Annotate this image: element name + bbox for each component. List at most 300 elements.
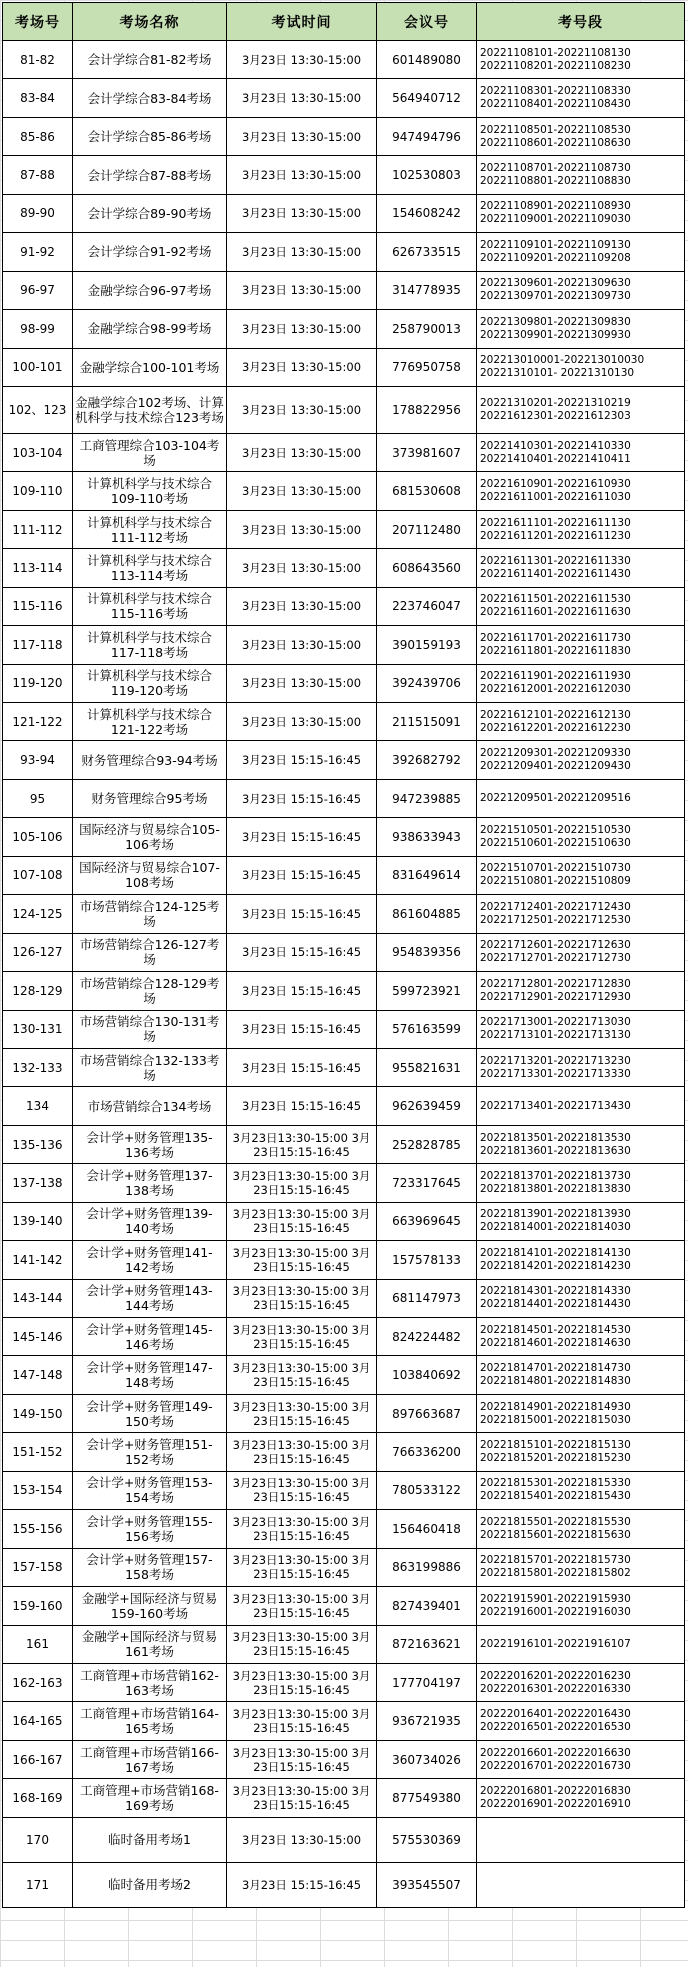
table-row	[3, 1625, 685, 1663]
exam-number-range-line: 20221611701-20221611730	[480, 631, 631, 644]
exam-number-range-line: 20221713201-20221713230	[480, 1054, 631, 1067]
room-number-cell: 89-90	[3, 194, 73, 232]
exam-number-range-line: 20221813801-20221813830	[480, 1182, 631, 1195]
room-name-cell: 会计学+财务管理135-136考场	[73, 1125, 227, 1163]
exam-time-cell: 3月23日 13:30-15:00	[227, 271, 377, 309]
exam-time-cell: 3月23日 15:15-16:45	[227, 818, 377, 856]
exam-number-range-line: 20221712601-20221712630	[480, 939, 631, 952]
exam-number-range-cell	[477, 1164, 685, 1202]
exam-number-range-line: 20221713301-20221713330	[480, 1067, 631, 1080]
room-number-cell: 147-148	[3, 1356, 73, 1394]
meeting-id-cell: 601489080	[377, 41, 477, 79]
table-row	[3, 703, 685, 741]
room-name-cell: 国际经济与贸易综合105-106考场	[73, 818, 227, 856]
exam-number-range-line: 20221814401-20221814430	[480, 1298, 631, 1311]
exam-number-range-cell	[477, 933, 685, 971]
exam-number-range-line: 20221813901-20221813930	[480, 1208, 631, 1221]
exam-room-table	[2, 2, 685, 1908]
meeting-id-cell: 861604885	[377, 895, 477, 933]
table-row	[3, 433, 685, 471]
exam-number-range-line: 20221209401-20221209430	[480, 760, 631, 773]
exam-number-range-line: 20221209301-20221209330	[480, 747, 631, 760]
exam-time-cell: 3月23日 15:15-16:45	[227, 1087, 377, 1125]
meeting-id-cell: 776950758	[377, 348, 477, 386]
room-number-cell: 168-169	[3, 1779, 73, 1817]
room-name-cell: 会计学+财务管理141-142考场	[73, 1241, 227, 1279]
exam-number-range-line: 20221612001-20221612030	[480, 683, 631, 696]
room-number-cell: 105-106	[3, 818, 73, 856]
exam-number-range-line: 20221310201-20221310219	[480, 396, 631, 409]
exam-number-range-cell	[477, 41, 685, 79]
room-number-cell: 117-118	[3, 626, 73, 664]
table-row	[3, 741, 685, 779]
exam-number-range-cell	[477, 386, 685, 433]
exam-number-range-line: 20221612101-20221612130	[480, 708, 631, 721]
exam-time-cell: 3月23日 15:15-16:45	[227, 741, 377, 779]
exam-time-cell: 3月23日 15:15-16:45	[227, 895, 377, 933]
meeting-id-cell: 863199886	[377, 1548, 477, 1586]
room-name-cell: 金融学综合102考场、计算机科学与技术综合123考场	[73, 386, 227, 433]
room-number-cell: 91-92	[3, 233, 73, 271]
room-number-cell: 119-120	[3, 664, 73, 702]
exam-number-range-line: 20222016301-20222016330	[480, 1682, 631, 1695]
meeting-id-cell: 824224482	[377, 1318, 477, 1356]
room-name-cell: 会计学+财务管理157-158考场	[73, 1548, 227, 1586]
exam-number-range-line: 20221712801-20221712830	[480, 977, 631, 990]
exam-number-range-line: 20221814601-20221814630	[480, 1336, 631, 1349]
exam-number-range-line: 20221611001-20221611030	[480, 491, 631, 504]
exam-number-range-line: 20221814501-20221814530	[480, 1323, 631, 1336]
exam-time-cell: 3月23日 13:30-15:00	[227, 587, 377, 625]
exam-time-cell: 3月23日 13:30-15:00	[227, 348, 377, 386]
meeting-id-cell: 564940712	[377, 79, 477, 117]
meeting-id-cell: 663969645	[377, 1202, 477, 1240]
table-row	[3, 510, 685, 548]
meeting-id-cell: 897663687	[377, 1394, 477, 1432]
room-name-cell: 金融学+国际经济与贸易159-160考场	[73, 1587, 227, 1625]
table-row	[3, 1164, 685, 1202]
exam-time-cell: 3月23日 13:30-15:00	[227, 79, 377, 117]
room-name-cell: 工商管理+市场营销162-163考场	[73, 1663, 227, 1701]
room-name-cell: 会计学综合81-82考场	[73, 41, 227, 79]
exam-number-range-cell	[477, 1318, 685, 1356]
exam-number-range-line: 20221108601-20221108630	[480, 136, 631, 149]
room-name-cell: 会计学+财务管理145-146考场	[73, 1318, 227, 1356]
meeting-id-cell: 211515091	[377, 703, 477, 741]
room-number-cell: 111-112	[3, 510, 73, 548]
exam-time-cell: 3月23日 15:15-16:45	[227, 1862, 377, 1907]
table-row	[3, 818, 685, 856]
exam-number-range-line: 20221510601-20221510630	[480, 837, 631, 850]
exam-number-range-cell	[477, 972, 685, 1010]
room-name-cell: 金融学+国际经济与贸易161考场	[73, 1625, 227, 1663]
exam-number-range-cell	[477, 1202, 685, 1240]
exam-number-range-cell	[477, 856, 685, 894]
exam-number-range-cell	[477, 779, 685, 817]
exam-number-range-line: 20222016401-20222016430	[480, 1708, 631, 1721]
exam-number-range-cell	[477, 895, 685, 933]
room-number-cell: 113-114	[3, 549, 73, 587]
meeting-id-cell: 938633943	[377, 818, 477, 856]
exam-number-range-line: 20222016501-20222016530	[480, 1721, 631, 1734]
exam-number-range-cell	[477, 1779, 685, 1817]
room-number-cell: 81-82	[3, 41, 73, 79]
exam-time-cell: 3月23日 13:30-15:00	[227, 1817, 377, 1862]
exam-time-cell: 3月23日 13:30-15:00	[227, 549, 377, 587]
exam-number-range-line: 20221310101- 20221310130	[480, 367, 635, 380]
exam-number-range-line: 20221712501-20221712530	[480, 913, 631, 926]
exam-number-range-line: 20221611201-20221611230	[480, 529, 631, 542]
exam-number-range-cell	[477, 156, 685, 194]
exam-number-range-line: 20221108901-20221108930	[480, 200, 631, 213]
room-number-cell: 139-140	[3, 1202, 73, 1240]
exam-time-cell: 3月23日 13:30-15:00	[227, 433, 377, 471]
table-row	[3, 1702, 685, 1740]
room-number-cell: 109-110	[3, 472, 73, 510]
table-row	[3, 156, 685, 194]
exam-time-cell: 3月23日 13:30-15:00	[227, 117, 377, 155]
exam-number-range-line: 20221309901-20221309930	[480, 328, 631, 341]
room-number-cell: 98-99	[3, 310, 73, 348]
table-row	[3, 1125, 685, 1163]
table-row	[3, 895, 685, 933]
exam-number-range-line: 20221813501-20221813530	[480, 1131, 631, 1144]
table-row	[3, 1241, 685, 1279]
room-name-cell: 会计学综合87-88考场	[73, 156, 227, 194]
exam-time-cell: 3月23日 13:30-15:00	[227, 41, 377, 79]
room-name-cell: 计算机科学与技术综合119-120考场	[73, 664, 227, 702]
exam-number-range-line: 20221612201-20221612230	[480, 721, 631, 734]
table-row	[3, 1356, 685, 1394]
meeting-id-cell: 575530369	[377, 1817, 477, 1862]
exam-time-cell: 3月23日13:30-15:00 3月23日15:15-16:45	[227, 1510, 377, 1548]
meeting-id-cell: 392439706	[377, 664, 477, 702]
exam-number-range-line: 20221309601-20221309630	[480, 277, 631, 290]
header-room-name: 考场名称	[73, 3, 227, 41]
exam-number-range-line: 20222016201-20222016230	[480, 1669, 631, 1682]
exam-time-cell: 3月23日 13:30-15:00	[227, 472, 377, 510]
table-row	[3, 1862, 685, 1907]
exam-time-cell: 3月23日13:30-15:00 3月23日15:15-16:45	[227, 1279, 377, 1317]
exam-time-cell: 3月23日13:30-15:00 3月23日15:15-16:45	[227, 1625, 377, 1663]
exam-number-range-cell	[477, 117, 685, 155]
room-name-cell: 市场营销综合124-125考场	[73, 895, 227, 933]
exam-number-range-cell	[477, 1241, 685, 1279]
room-number-cell: 162-163	[3, 1663, 73, 1701]
exam-number-range-line: 20221713001-20221713030	[480, 1016, 631, 1029]
exam-number-range-line: 202213010001-202213010030	[480, 354, 645, 367]
exam-number-range-line: 20221209501-20221209516	[480, 792, 631, 805]
exam-number-range-cell	[477, 194, 685, 232]
room-number-cell: 128-129	[3, 972, 73, 1010]
exam-number-range-cell	[477, 1740, 685, 1778]
meeting-id-cell: 947494796	[377, 117, 477, 155]
exam-number-range-line: 20222016601-20222016630	[480, 1746, 631, 1759]
exam-time-cell: 3月23日 15:15-16:45	[227, 779, 377, 817]
room-name-cell: 市场营销综合128-129考场	[73, 972, 227, 1010]
meeting-id-cell: 154608242	[377, 194, 477, 232]
room-name-cell: 金融学综合98-99考场	[73, 310, 227, 348]
room-name-cell: 市场营销综合132-133考场	[73, 1048, 227, 1086]
exam-number-range-line: 20221815801-20221815802	[480, 1567, 631, 1580]
meeting-id-cell: 373981607	[377, 433, 477, 471]
exam-number-range-cell	[477, 626, 685, 664]
exam-number-range-cell	[477, 348, 685, 386]
exam-number-range-cell	[477, 1356, 685, 1394]
table-row	[3, 1010, 685, 1048]
room-number-cell: 130-131	[3, 1010, 73, 1048]
exam-number-range-line: 20221108501-20221108530	[480, 123, 631, 136]
room-name-cell: 计算机科学与技术综合111-112考场	[73, 510, 227, 548]
room-name-cell: 市场营销综合126-127考场	[73, 933, 227, 971]
room-name-cell: 财务管理综合95考场	[73, 779, 227, 817]
exam-number-range-line: 20221309701-20221309730	[480, 290, 631, 303]
table-body	[3, 41, 685, 1908]
room-number-cell: 121-122	[3, 703, 73, 741]
meeting-id-cell: 223746047	[377, 587, 477, 625]
exam-number-range-cell	[477, 1433, 685, 1471]
room-name-cell: 工商管理综合103-104考场	[73, 433, 227, 471]
exam-number-range-line: 20221712701-20221712730	[480, 952, 631, 965]
room-number-cell: 124-125	[3, 895, 73, 933]
exam-time-cell: 3月23日 13:30-15:00	[227, 386, 377, 433]
room-name-cell: 会计学+财务管理155-156考场	[73, 1510, 227, 1548]
table-row	[3, 310, 685, 348]
exam-number-range-line: 20221611801-20221611830	[480, 644, 631, 657]
room-name-cell: 市场营销综合134考场	[73, 1087, 227, 1125]
table-row	[3, 1471, 685, 1509]
room-number-cell: 93-94	[3, 741, 73, 779]
exam-number-range-line: 20221611901-20221611930	[480, 670, 631, 683]
exam-number-range-line: 20222016901-20222016910	[480, 1797, 631, 1810]
room-number-cell: 100-101	[3, 348, 73, 386]
room-name-cell: 国际经济与贸易综合107-108考场	[73, 856, 227, 894]
exam-number-range-cell	[477, 818, 685, 856]
meeting-id-cell: 955821631	[377, 1048, 477, 1086]
room-name-cell: 会计学+财务管理143-144考场	[73, 1279, 227, 1317]
exam-number-range-cell	[477, 587, 685, 625]
table-row	[3, 1394, 685, 1432]
room-name-cell: 会计学+财务管理139-140考场	[73, 1202, 227, 1240]
exam-time-cell: 3月23日13:30-15:00 3月23日15:15-16:45	[227, 1587, 377, 1625]
exam-number-range-line: 20221109201-20221109208	[480, 251, 631, 264]
table-row	[3, 1548, 685, 1586]
exam-number-range-line: 20221612301-20221612303	[480, 409, 631, 422]
meeting-id-cell: 766336200	[377, 1433, 477, 1471]
exam-number-range-cell	[477, 1548, 685, 1586]
table-row	[3, 1740, 685, 1778]
exam-time-cell: 3月23日 13:30-15:00	[227, 156, 377, 194]
table-row	[3, 79, 685, 117]
exam-time-cell: 3月23日13:30-15:00 3月23日15:15-16:45	[227, 1740, 377, 1778]
table-row	[3, 271, 685, 309]
exam-time-cell: 3月23日 13:30-15:00	[227, 233, 377, 271]
exam-number-range-line: 20221713101-20221713130	[480, 1029, 631, 1042]
exam-time-cell: 3月23日13:30-15:00 3月23日15:15-16:45	[227, 1548, 377, 1586]
table-row	[3, 549, 685, 587]
room-number-cell: 155-156	[3, 1510, 73, 1548]
exam-number-range-line: 20221815201-20221815230	[480, 1452, 631, 1465]
room-number-cell: 95	[3, 779, 73, 817]
exam-number-range-cell	[477, 510, 685, 548]
table-row	[3, 386, 685, 433]
meeting-id-cell: 962639459	[377, 1087, 477, 1125]
exam-number-range-line: 20221814701-20221814730	[480, 1362, 631, 1375]
exam-number-range-line: 20221815301-20221815330	[480, 1477, 631, 1490]
room-number-cell: 126-127	[3, 933, 73, 971]
exam-number-range-cell	[477, 549, 685, 587]
table-row	[3, 117, 685, 155]
room-name-cell: 会计学+财务管理149-150考场	[73, 1394, 227, 1432]
room-name-cell: 会计学综合89-90考场	[73, 194, 227, 232]
room-name-cell: 会计学综合85-86考场	[73, 117, 227, 155]
exam-time-cell: 3月23日 15:15-16:45	[227, 856, 377, 894]
table-row	[3, 1318, 685, 1356]
exam-number-range-line: 20221814801-20221814830	[480, 1375, 631, 1388]
exam-number-range-cell	[477, 1817, 685, 1862]
exam-number-range-cell	[477, 433, 685, 471]
table-row	[3, 472, 685, 510]
meeting-id-cell: 252828785	[377, 1125, 477, 1163]
exam-number-range-line: 20221815401-20221815430	[480, 1490, 631, 1503]
exam-number-range-cell	[477, 1471, 685, 1509]
header-row	[3, 3, 685, 41]
header-exam-number-range: 考号段	[477, 3, 685, 41]
exam-number-range-cell	[477, 1587, 685, 1625]
room-name-cell: 市场营销综合130-131考场	[73, 1010, 227, 1048]
exam-number-range-line: 20221410401-20221410411	[480, 452, 631, 465]
exam-number-range-cell	[477, 1862, 685, 1907]
room-number-cell: 107-108	[3, 856, 73, 894]
room-name-cell: 会计学+财务管理153-154考场	[73, 1471, 227, 1509]
room-name-cell: 会计学+财务管理137-138考场	[73, 1164, 227, 1202]
exam-time-cell: 3月23日13:30-15:00 3月23日15:15-16:45	[227, 1433, 377, 1471]
exam-number-range-cell	[477, 233, 685, 271]
meeting-id-cell: 156460418	[377, 1510, 477, 1548]
exam-time-cell: 3月23日 15:15-16:45	[227, 933, 377, 971]
exam-time-cell: 3月23日 13:30-15:00	[227, 310, 377, 348]
room-name-cell: 金融学综合100-101考场	[73, 348, 227, 386]
exam-number-range-cell	[477, 1010, 685, 1048]
exam-time-cell: 3月23日13:30-15:00 3月23日15:15-16:45	[227, 1356, 377, 1394]
exam-number-range-line: 20221410301-20221410330	[480, 439, 631, 452]
table-row	[3, 233, 685, 271]
exam-number-range-line: 20221108401-20221108430	[480, 98, 631, 111]
exam-number-range-cell	[477, 1663, 685, 1701]
exam-number-range-cell	[477, 1048, 685, 1086]
room-number-cell: 157-158	[3, 1548, 73, 1586]
exam-time-cell: 3月23日13:30-15:00 3月23日15:15-16:45	[227, 1779, 377, 1817]
exam-number-range-line: 20221309801-20221309830	[480, 315, 631, 328]
room-name-cell: 临时备用考场2	[73, 1862, 227, 1907]
room-name-cell: 计算机科学与技术综合117-118考场	[73, 626, 227, 664]
room-number-cell: 141-142	[3, 1241, 73, 1279]
table-row	[3, 587, 685, 625]
room-name-cell: 计算机科学与技术综合121-122考场	[73, 703, 227, 741]
meeting-id-cell: 681530608	[377, 472, 477, 510]
meeting-id-cell: 258790013	[377, 310, 477, 348]
table-row	[3, 1433, 685, 1471]
meeting-id-cell: 872163621	[377, 1625, 477, 1663]
exam-time-cell: 3月23日13:30-15:00 3月23日15:15-16:45	[227, 1318, 377, 1356]
exam-number-range-line: 20221611101-20221611130	[480, 516, 631, 529]
room-number-cell: 166-167	[3, 1740, 73, 1778]
room-number-cell: 103-104	[3, 433, 73, 471]
table-row	[3, 1779, 685, 1817]
exam-number-range-line: 20221610901-20221610930	[480, 478, 631, 491]
exam-time-cell: 3月23日13:30-15:00 3月23日15:15-16:45	[227, 1125, 377, 1163]
exam-number-range-line: 20221510501-20221510530	[480, 824, 631, 837]
exam-time-cell: 3月23日 13:30-15:00	[227, 510, 377, 548]
meeting-id-cell: 780533122	[377, 1471, 477, 1509]
table-row	[3, 41, 685, 79]
table-row	[3, 664, 685, 702]
exam-time-cell: 3月23日 13:30-15:00	[227, 194, 377, 232]
exam-number-range-cell	[477, 1087, 685, 1125]
exam-time-cell: 3月23日 13:30-15:00	[227, 626, 377, 664]
room-number-cell: 134	[3, 1087, 73, 1125]
table-row	[3, 1587, 685, 1625]
table-row	[3, 972, 685, 1010]
room-number-cell: 102、123	[3, 386, 73, 433]
exam-number-range-cell	[477, 1394, 685, 1432]
meeting-id-cell: 392682792	[377, 741, 477, 779]
table-row	[3, 1279, 685, 1317]
room-number-cell: 87-88	[3, 156, 73, 194]
header-meeting-id: 会议号	[377, 3, 477, 41]
meeting-id-cell: 360734026	[377, 1740, 477, 1778]
room-number-cell: 151-152	[3, 1433, 73, 1471]
room-number-cell: 115-116	[3, 587, 73, 625]
meeting-id-cell: 314778935	[377, 271, 477, 309]
meeting-id-cell: 626733515	[377, 233, 477, 271]
meeting-id-cell: 177704197	[377, 1663, 477, 1701]
exam-number-range-cell	[477, 703, 685, 741]
exam-number-range-line: 20221611501-20221611530	[480, 593, 631, 606]
table-row	[3, 1087, 685, 1125]
table-row	[3, 626, 685, 664]
header-exam-time: 考试时间	[227, 3, 377, 41]
exam-number-range-line: 20221108201-20221108230	[480, 59, 631, 72]
room-number-cell: 164-165	[3, 1702, 73, 1740]
meeting-id-cell: 102530803	[377, 156, 477, 194]
meeting-id-cell: 954839356	[377, 933, 477, 971]
room-name-cell: 计算机科学与技术综合115-116考场	[73, 587, 227, 625]
exam-number-range-cell	[477, 1702, 685, 1740]
meeting-id-cell: 207112480	[377, 510, 477, 548]
table-row	[3, 1510, 685, 1548]
room-number-cell: 96-97	[3, 271, 73, 309]
table-row	[3, 1202, 685, 1240]
room-name-cell: 会计学综合91-92考场	[73, 233, 227, 271]
table-row	[3, 348, 685, 386]
table-row	[3, 1817, 685, 1862]
exam-number-range-line: 20221814001-20221814030	[480, 1221, 631, 1234]
room-name-cell: 财务管理综合93-94考场	[73, 741, 227, 779]
meeting-id-cell: 831649614	[377, 856, 477, 894]
meeting-id-cell: 723317645	[377, 1164, 477, 1202]
room-number-cell: 149-150	[3, 1394, 73, 1432]
exam-number-range-cell	[477, 1279, 685, 1317]
exam-number-range-line: 20221916001-20221916030	[480, 1605, 631, 1618]
exam-number-range-line: 20221611301-20221611330	[480, 554, 631, 567]
exam-number-range-line: 20221109101-20221109130	[480, 238, 631, 251]
room-number-cell: 170	[3, 1817, 73, 1862]
exam-time-cell: 3月23日 13:30-15:00	[227, 664, 377, 702]
room-number-cell: 132-133	[3, 1048, 73, 1086]
exam-time-cell: 3月23日 13:30-15:00	[227, 703, 377, 741]
exam-number-range-line: 20221108701-20221108730	[480, 162, 631, 175]
